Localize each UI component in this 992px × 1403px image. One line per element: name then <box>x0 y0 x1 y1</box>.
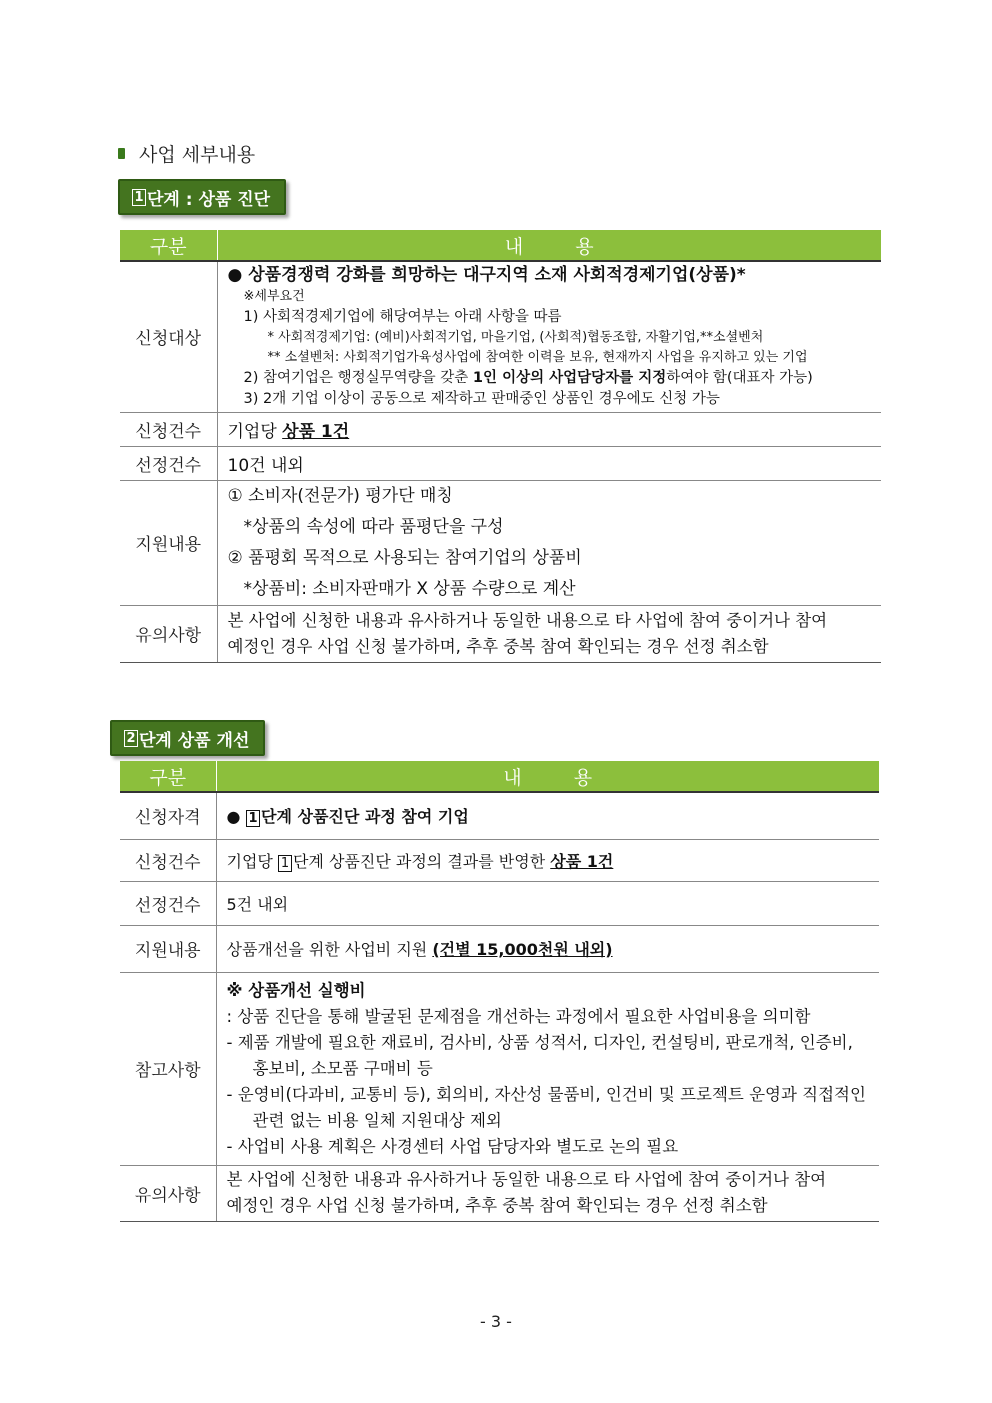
stage2-support-value: 상품개선을 위한 사업비 지원 (건별 15,000천원 내외) <box>216 925 879 972</box>
table-row <box>120 792 879 839</box>
stage2-caution-content: 본 사업에 신청한 내용과 유사하거나 동일한 내용으로 타 사업에 참여 중이거나 참여 예정인 경우 사업 신청 불가하며, 추후 중복 참여 확인되는 경우 선정 취소함 <box>216 1165 879 1221</box>
stage1-support-content: ① 소비자(전문가) 평가단 매칭 *상품의 속성에 따라 품평단을 구성 ② 품평회 목적으로 사용되는 참여기업의 상품비 *상품비: 소비자판매가 X 상품 수량으로 계산 <box>217 480 881 605</box>
stage2-ref-label: 참고사항 <box>120 972 216 1165</box>
table-row <box>120 412 881 446</box>
stage1-target-label: 신청대상 <box>120 261 217 412</box>
stage2-number-box: 2 <box>124 730 138 747</box>
stage2-header-content: 내용 <box>216 761 879 792</box>
table-row <box>120 1165 879 1221</box>
stage1-caution-label: 유의사항 <box>120 605 217 662</box>
page-number: - 3 - <box>480 1312 512 1331</box>
section-title <box>118 138 255 168</box>
stage2-select-label: 선정건수 <box>120 881 216 925</box>
stage2-elig-label: 신청자격 <box>120 792 216 839</box>
stage1-label-text: 단계 : 상품 진단 <box>147 189 271 210</box>
stage2-count-label: 신청건수 <box>120 839 216 881</box>
stage1-header-category: 구분 <box>120 230 217 261</box>
stage1-select-value: 10건 내외 <box>217 446 881 480</box>
stage1-select-label: 선정건수 <box>120 446 217 480</box>
table-row <box>120 605 881 662</box>
stage2-caution-label: 유의사항 <box>120 1165 216 1221</box>
stage1-label <box>118 179 286 215</box>
stage2-select-value: 5건 내외 <box>216 881 879 925</box>
stage1-count-value: 기업당 상품 1건 <box>217 412 881 446</box>
table-row <box>120 925 879 972</box>
table-row <box>120 881 879 925</box>
stage2-label <box>110 720 265 756</box>
stage2-ref-content: ※ 상품개선 실행비 : 상품 진단을 통해 발굴된 문제점을 개선하는 과정에서 필요한 사업비용을 의미함 - 제품 개발에 필요한 재료비, 검사비, 상품 성적서, 디자인, 컨설팅비, 판로개척, 인증비, 홍보비, 소모품 구매비 등 - 운영비(다과비, 교통비 등), 회의비, 자산성 물품비, 인건비 및 프로젝트 운영과 직접적인 관련 없는 비용 일체 지원대상 제외 - 사업비 사용 계획은 사경센터 사업 담당자와 별도로 논의 필요 <box>216 972 879 1165</box>
table-row <box>120 839 879 881</box>
stage2-count-value: 기업당 1 단계 상품진단 과정의 결과를 반영한 상품 1건 <box>216 839 879 881</box>
table-row <box>120 446 881 480</box>
table-row <box>120 972 879 1165</box>
stage2-elig-value: ● 1 단계 상품진단 과정 참여 기업 <box>216 792 879 839</box>
stage1-table <box>120 230 881 663</box>
square-bullet-icon <box>118 148 125 159</box>
stage1-support-label: 지원내용 <box>120 480 217 605</box>
stage1-caution-content: 본 사업에 신청한 내용과 유사하거나 동일한 내용으로 타 사업에 참여 중이거나 참여 예정인 경우 사업 신청 불가하며, 추후 중복 참여 확인되는 경우 선정 취소함 <box>217 605 881 662</box>
section-title-text: 사업 세부내용 <box>139 143 256 166</box>
table-row <box>120 261 881 412</box>
stage1-number-box: 1 <box>132 189 146 206</box>
stage2-header-category: 구분 <box>120 761 216 792</box>
stage1-header-content: 내용 <box>217 230 881 261</box>
table-row <box>120 480 881 605</box>
stage1-count-label: 신청건수 <box>120 412 217 446</box>
stage2-label-text: 단계 상품 개선 <box>139 730 250 751</box>
stage1-target-content: ● 상품경쟁력 강화를 희망하는 대구지역 소재 사회적경제기업(상품)* ※세부요건 1) 사회적경제기업에 해당여부는 아래 사항을 따름 * 사회적경제기업: (예비)사회적기업, 마을기업, (사회적)협동조합, 자활기업,**소셜벤처 ** 소셜벤처: 사회적기업가육성사업에 참여한 이력을 보유, 현재까지 사업을 유지하고 있는 기업 2) 참여기업은 행정실무역량을 갖춘 1인 이상의 사업담당자를 지정하여야 함(대표자 가능) 3) 2개 기업 이상이 공동으로 제작하고 판매중인 상품인 경우에도 신청 가능 <box>217 261 881 412</box>
stage2-support-label: 지원내용 <box>120 925 216 972</box>
stage2-table <box>120 761 879 1222</box>
